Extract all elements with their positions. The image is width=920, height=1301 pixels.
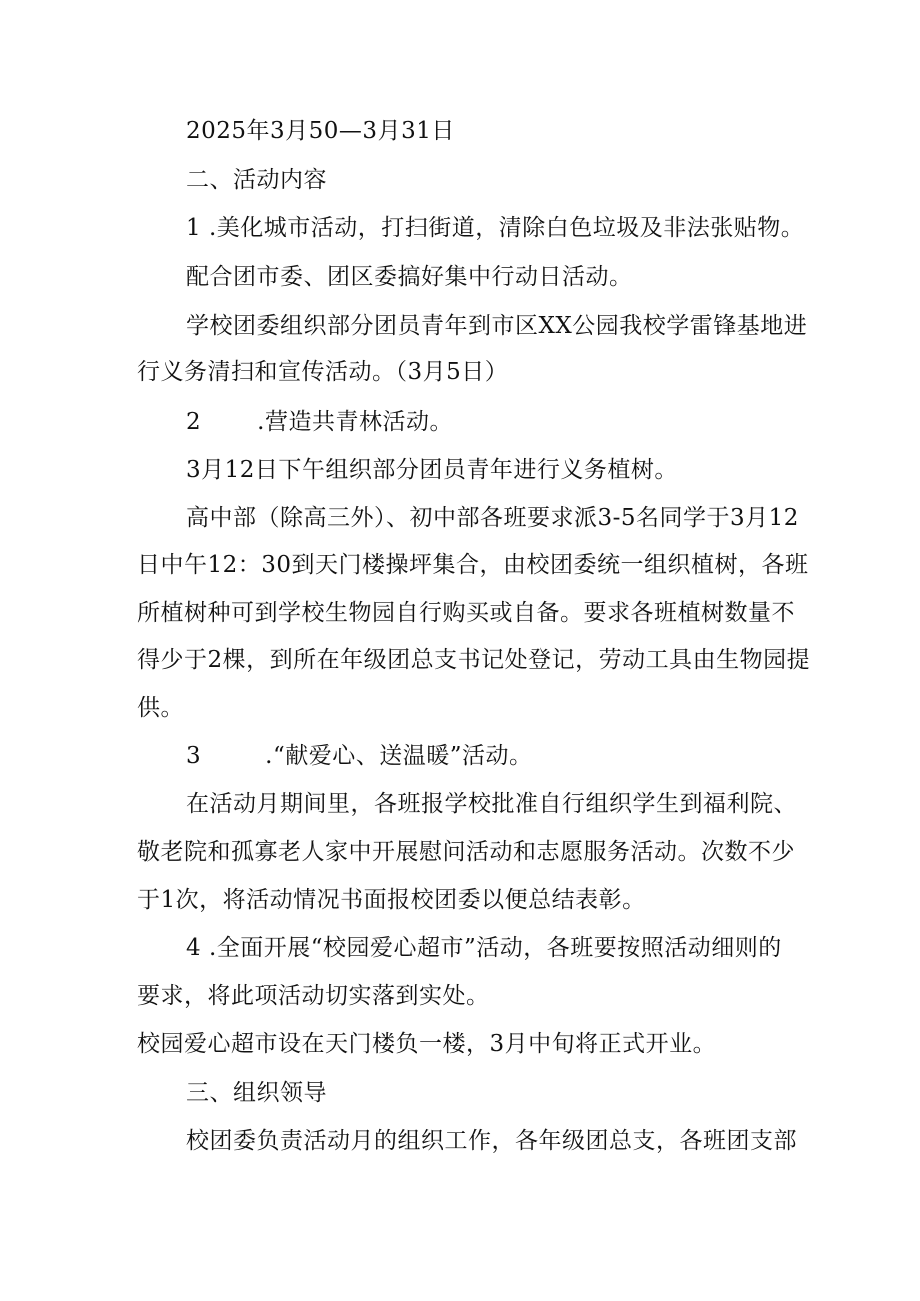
list-number: 3 [186,743,202,769]
paragraph-line: 高中部（除高三外）、初中部各班要求派3-5名同学于3月12 [186,505,799,531]
paragraph-line: 配合团市委、团区委搞好集中行动日活动。 [186,264,633,290]
paragraph-line: 校团委负责活动月的组织工作，各年级团总支，各班团支部 [186,1128,797,1154]
paragraph-line: 得少于2棵，到所在年级团总支书记处登记，劳动工具由生物园提 [137,647,811,673]
paragraph-line: 4 .全面开展“校园爱心超市”活动，各班要按照活动细则的 [186,935,782,961]
paragraph-line: 所植树种可到学校生物园自行购买或自备。要求各班植树数量不 [137,600,795,626]
section-heading-activity-content: 二、活动内容 [186,167,327,193]
paragraph-line: 行义务清扫和宣传活动。（3月5日） [137,359,509,385]
date-range: 2025年3月50—3月31日 [186,118,455,144]
paragraph-line: 学校团委组织部分团员青年到市区XX公园我校学雷锋基地进 [186,313,808,339]
paragraph-line: 要求，将此项活动切实落到实处。 [137,983,490,1009]
paragraph-line: 于1次，将活动情况书面报校团委以便总结表彰。 [137,887,646,913]
list-item-heading [186,407,453,437]
list-dot: . [257,409,265,435]
list-item-heading [186,741,532,771]
paragraph-line: 1 .美化城市活动，打扫街道，清除白色垃圾及非法张贴物。 [186,215,805,241]
paragraph-line: 在活动月期间里，各班报学校批准自行组织学生到福利院、 [186,791,797,817]
paragraph-line: 日中午12：30到天门楼操坪集合，由校团委统一组织植树，各班 [137,552,809,578]
list-item-title: 营造共青林活动。 [264,409,453,435]
paragraph-line: 3月12日下午组织部分团员青年进行义务植树。 [186,457,678,483]
paragraph-line: 校园爱心超市设在天门楼负一楼，3月中旬将正式开业。 [137,1031,717,1057]
list-dot: . [265,743,273,769]
paragraph-line: 敬老院和孤寡老人家中开展慰问活动和志愿服务活动。次数不少 [137,839,795,865]
list-number: 2 [186,409,202,435]
section-heading-organization: 三、组织领导 [186,1080,327,1106]
list-item-title: “献爱心、送温暖”活动。 [272,743,533,769]
paragraph-line: 供。 [137,695,184,721]
